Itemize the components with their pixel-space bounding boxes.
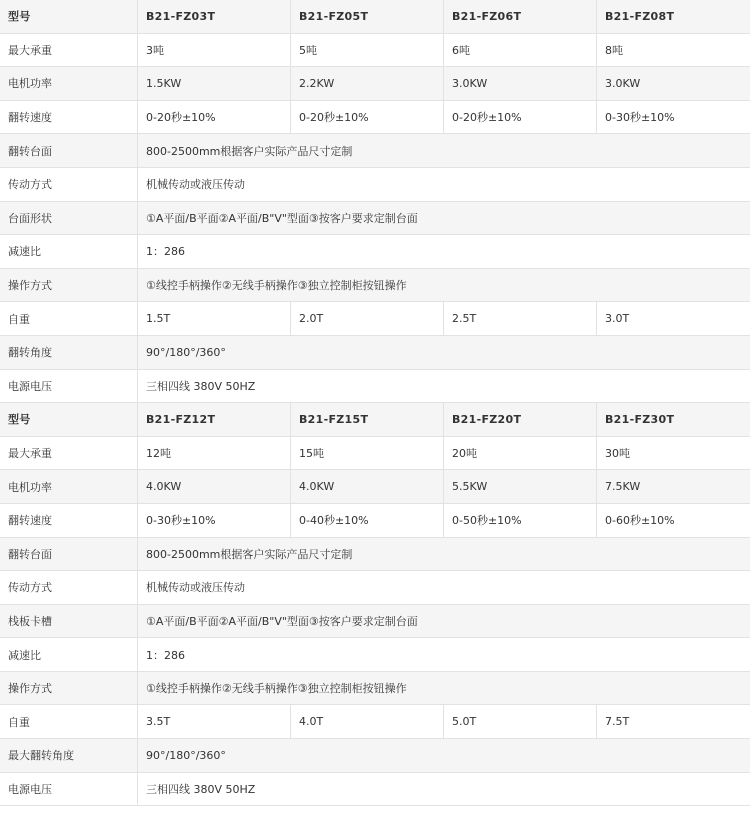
value-cell: 6吨: [443, 34, 596, 67]
table-row: [0, 705, 750, 739]
value-cell: 0-20秒±10%: [443, 101, 596, 134]
row-label: 翻转台面: [8, 144, 52, 158]
value-cell: 3.0KW: [443, 67, 596, 100]
value-cell-wide: ①A平面/B平面②A平面/B"V"型面③按客户要求定制台面: [137, 202, 750, 235]
table-row: [0, 504, 750, 538]
table-row: [0, 739, 750, 773]
value-cell: 5吨: [290, 34, 443, 67]
value-cell: 7.5T: [596, 705, 750, 738]
value-cell-wide: 90°/180°/360°: [137, 336, 750, 369]
value-cell-wide: ①线控手柄操作②无线手柄操作③独立控制柜按钮操作: [137, 269, 750, 302]
model-cell: B21-FZ06T: [443, 0, 596, 33]
row-label: 最大承重: [8, 447, 52, 461]
row-label: 翻转角度: [8, 346, 52, 360]
value-cell: 1.5KW: [137, 67, 290, 100]
value-cell: 3吨: [137, 34, 290, 67]
row-label: 翻转速度: [8, 514, 52, 528]
value-cell: 5.0T: [443, 705, 596, 738]
row-label: 操作方式: [8, 682, 52, 696]
row-label: 台面形状: [8, 211, 52, 225]
value-cell: 0-30秒±10%: [596, 101, 750, 134]
table-row: [0, 202, 750, 236]
model-cell: B21-FZ03T: [137, 0, 290, 33]
value-cell: 0-40秒±10%: [290, 504, 443, 537]
header-label: 型号: [8, 413, 31, 427]
value-cell: 1.5T: [137, 302, 290, 335]
row-label: 最大翻转角度: [8, 749, 74, 763]
value-cell: 0-50秒±10%: [443, 504, 596, 537]
table-row: [0, 134, 750, 168]
value-cell: 12吨: [137, 437, 290, 470]
value-cell-wide: 三相四线 380V 50HZ: [137, 773, 750, 806]
value-cell: 3.0T: [596, 302, 750, 335]
value-cell-wide: 90°/180°/360°: [137, 739, 750, 772]
row-label: 电机功率: [8, 480, 52, 494]
table-row: [0, 168, 750, 202]
value-cell: 5.5KW: [443, 470, 596, 503]
value-cell: 8吨: [596, 34, 750, 67]
model-cell: B21-FZ30T: [596, 403, 750, 436]
value-cell: 4.0KW: [137, 470, 290, 503]
row-label: 减速比: [8, 648, 41, 662]
value-cell-wide: ①线控手柄操作②无线手柄操作③独立控制柜按钮操作: [137, 672, 750, 705]
value-cell: 20吨: [443, 437, 596, 470]
row-label: 电机功率: [8, 77, 52, 91]
value-cell: 30吨: [596, 437, 750, 470]
table-row: [0, 773, 750, 807]
value-cell: 0-60秒±10%: [596, 504, 750, 537]
row-label: 自重: [8, 312, 30, 326]
table-row: [0, 302, 750, 336]
table-row: [0, 437, 750, 471]
table-row: [0, 638, 750, 672]
model-cell: B21-FZ12T: [137, 403, 290, 436]
table-row: [0, 67, 750, 101]
table-row: [0, 605, 750, 639]
header-label: 型号: [8, 10, 31, 24]
table-row: [0, 101, 750, 135]
row-label: 操作方式: [8, 279, 52, 293]
row-label: 翻转速度: [8, 111, 52, 125]
value-cell-wide: 800-2500mm根据客户实际产品尺寸定制: [137, 538, 750, 571]
value-cell: 2.0T: [290, 302, 443, 335]
row-label: 电源电压: [8, 379, 52, 393]
table1-header-row: [0, 0, 750, 34]
value-cell-wide: 800-2500mm根据客户实际产品尺寸定制: [137, 134, 750, 167]
value-cell-wide: ①A平面/B平面②A平面/B"V"型面③按客户要求定制台面: [137, 605, 750, 638]
table-row: [0, 34, 750, 68]
row-label: 减速比: [8, 245, 41, 259]
value-cell-wide: 1：286: [137, 235, 750, 268]
row-label: 翻转台面: [8, 547, 52, 561]
row-label: 最大承重: [8, 43, 52, 57]
table-row: [0, 370, 750, 404]
table-row: [0, 672, 750, 706]
value-cell-wide: 1：286: [137, 638, 750, 671]
table-row: [0, 336, 750, 370]
value-cell: 3.5T: [137, 705, 290, 738]
value-cell: 7.5KW: [596, 470, 750, 503]
model-cell: B21-FZ20T: [443, 403, 596, 436]
row-label: 电源电压: [8, 782, 52, 796]
model-cell: B21-FZ05T: [290, 0, 443, 33]
row-label: 栈板卡槽: [8, 614, 52, 628]
row-label: 自重: [8, 715, 30, 729]
value-cell: 4.0KW: [290, 470, 443, 503]
table-row: [0, 269, 750, 303]
value-cell: 2.2KW: [290, 67, 443, 100]
value-cell-wide: 机械传动或液压传动: [137, 571, 750, 604]
table-row: [0, 571, 750, 605]
model-cell: B21-FZ15T: [290, 403, 443, 436]
value-cell: 0-20秒±10%: [290, 101, 443, 134]
row-label: 传动方式: [8, 581, 52, 595]
model-cell: B21-FZ08T: [596, 0, 750, 33]
value-cell: 3.0KW: [596, 67, 750, 100]
table-row: [0, 470, 750, 504]
value-cell: 0-30秒±10%: [137, 504, 290, 537]
value-cell-wide: 机械传动或液压传动: [137, 168, 750, 201]
table-row: [0, 538, 750, 572]
value-cell-wide: 三相四线 380V 50HZ: [137, 370, 750, 403]
value-cell: 4.0T: [290, 705, 443, 738]
table2-header-row: [0, 403, 750, 437]
value-cell: 2.5T: [443, 302, 596, 335]
value-cell: 15吨: [290, 437, 443, 470]
table-row: [0, 235, 750, 269]
row-label: 传动方式: [8, 178, 52, 192]
value-cell: 0-20秒±10%: [137, 101, 290, 134]
